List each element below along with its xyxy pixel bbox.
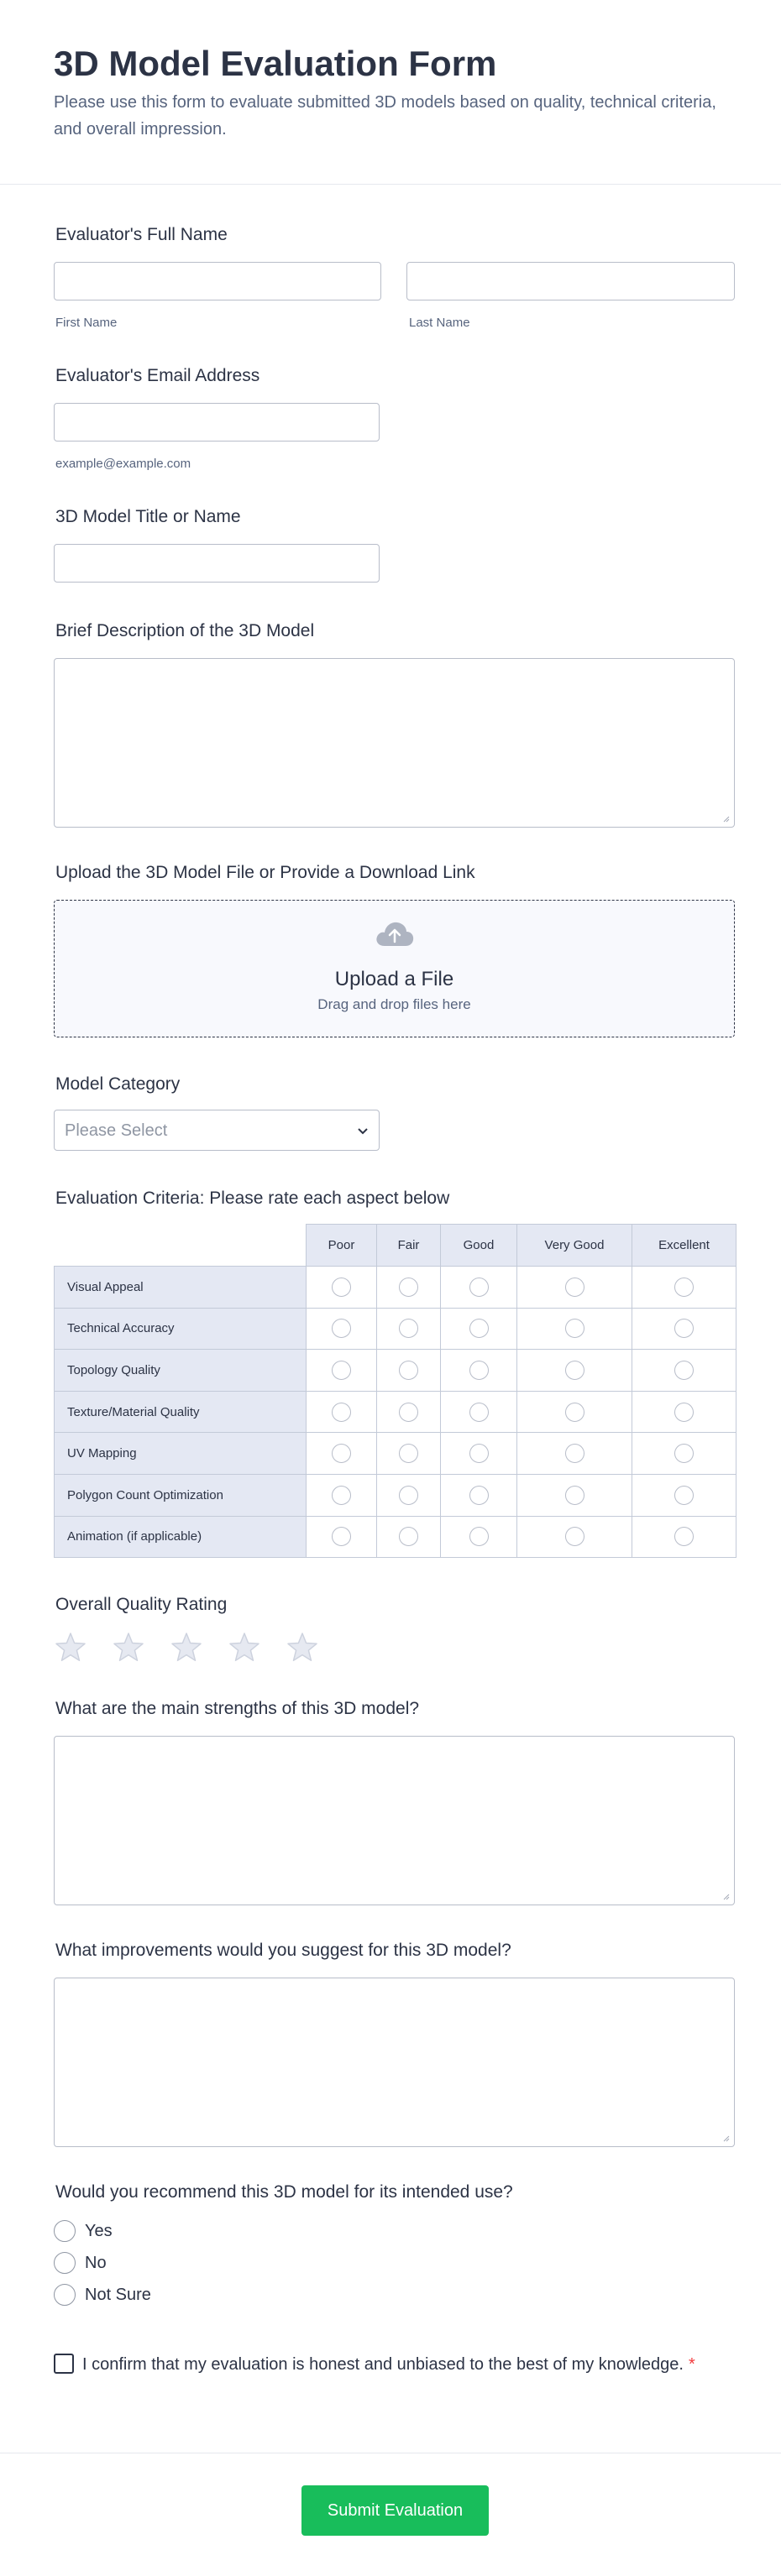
matrix-cell: [517, 1516, 632, 1558]
radio-button[interactable]: [54, 2284, 76, 2306]
option-label: Not Sure: [85, 2286, 151, 2304]
matrix-row-label: Technical Accuracy: [55, 1308, 307, 1350]
criteria-label: Evaluation Criteria: Please rate each aspect below: [55, 1189, 450, 1208]
matrix-radio[interactable]: [399, 1486, 418, 1505]
matrix-cell: [307, 1308, 377, 1350]
matrix-radio[interactable]: [332, 1319, 351, 1338]
category-label: Model Category: [55, 1074, 181, 1094]
matrix-cell: [441, 1516, 517, 1558]
chevron-down-icon: [357, 1125, 369, 1136]
matrix-cell: [377, 1350, 441, 1392]
matrix-cell: [307, 1433, 377, 1475]
matrix-cell: [377, 1391, 441, 1433]
matrix-row-label: Polygon Count Optimization: [55, 1474, 307, 1516]
email-input[interactable]: [54, 403, 380, 442]
matrix-cell: [307, 1267, 377, 1309]
strengths-textarea[interactable]: [54, 1736, 735, 1905]
star-icon[interactable]: [54, 1631, 87, 1664]
matrix-radio[interactable]: [674, 1527, 694, 1546]
model-title-label: 3D Model Title or Name: [55, 507, 241, 526]
first-name-input[interactable]: [54, 262, 381, 300]
category-placeholder: Please Select: [65, 1121, 168, 1140]
matrix-radio[interactable]: [399, 1361, 418, 1380]
matrix-row: [55, 1391, 736, 1433]
matrix-cell: [632, 1267, 736, 1309]
upload-hint: Drag and drop files here: [317, 996, 471, 1012]
matrix-radio[interactable]: [399, 1527, 418, 1546]
matrix-radio[interactable]: [469, 1527, 489, 1546]
matrix-cell: [307, 1350, 377, 1392]
matrix-radio[interactable]: [332, 1527, 351, 1546]
last-name-sublabel: Last Name: [409, 316, 470, 330]
description-textarea[interactable]: [54, 658, 735, 828]
resize-grip-icon[interactable]: [722, 2134, 730, 2142]
matrix-radio[interactable]: [565, 1403, 584, 1422]
matrix-radio[interactable]: [469, 1486, 489, 1505]
star-icon[interactable]: [112, 1631, 145, 1664]
matrix-cell: [517, 1308, 632, 1350]
description-label: Brief Description of the 3D Model: [55, 621, 315, 640]
upload-button-text[interactable]: Upload a File: [334, 968, 454, 990]
matrix-radio[interactable]: [469, 1319, 489, 1338]
star-icon[interactable]: [228, 1631, 261, 1664]
email-label: Evaluator's Email Address: [55, 366, 260, 385]
matrix-cell: [441, 1308, 517, 1350]
first-name-sublabel: First Name: [55, 316, 118, 330]
matrix-cell: [632, 1308, 736, 1350]
matrix-row: [55, 1350, 736, 1392]
matrix-radio[interactable]: [469, 1278, 489, 1297]
improvements-textarea[interactable]: [54, 1978, 735, 2147]
matrix-cell: [377, 1267, 441, 1309]
full-name-label: Evaluator's Full Name: [55, 225, 228, 244]
matrix-radio[interactable]: [565, 1527, 584, 1546]
page-subtitle: Please use this form to evaluate submitted 3D models based on quality, technical criteria, and overall impression.: [54, 93, 716, 138]
matrix-corner: [55, 1225, 307, 1267]
star-icon[interactable]: [170, 1631, 203, 1664]
matrix-radio[interactable]: [332, 1278, 351, 1297]
matrix-row: [55, 1308, 736, 1350]
page-title: 3D Model Evaluation Form: [54, 44, 497, 83]
matrix-cell: [441, 1267, 517, 1309]
matrix-row-label: Animation (if applicable): [55, 1516, 307, 1558]
improvements-label: What improvements would you suggest for this 3D model?: [55, 1941, 511, 1960]
matrix-cell: [441, 1350, 517, 1392]
matrix-cell: [441, 1391, 517, 1433]
matrix-row-label: Texture/Material Quality: [55, 1391, 307, 1433]
matrix-row-label: UV Mapping: [55, 1433, 307, 1475]
matrix-cell: [517, 1391, 632, 1433]
matrix-row: [55, 1516, 736, 1558]
upload-label: Upload the 3D Model File or Provide a Download Link: [55, 863, 475, 882]
matrix-radio[interactable]: [674, 1486, 694, 1505]
matrix-cell: [441, 1433, 517, 1475]
matrix-radio[interactable]: [565, 1444, 584, 1463]
matrix-radio[interactable]: [565, 1319, 584, 1338]
email-sublabel: example@example.com: [55, 457, 191, 471]
matrix-cell: [441, 1474, 517, 1516]
last-name-input[interactable]: [406, 262, 735, 300]
model-title-input[interactable]: [54, 544, 380, 583]
resize-grip-icon[interactable]: [722, 815, 730, 823]
resize-grip-icon[interactable]: [722, 1893, 730, 1900]
matrix-cell: [517, 1267, 632, 1309]
matrix-cell: [377, 1516, 441, 1558]
matrix-cell: [377, 1474, 441, 1516]
submit-button[interactable]: Submit Evaluation: [301, 2485, 489, 2536]
radio-button[interactable]: [54, 2220, 76, 2242]
matrix-column-header: Good: [441, 1225, 517, 1267]
matrix-row-label: Topology Quality: [55, 1350, 307, 1392]
matrix-radio[interactable]: [332, 1444, 351, 1463]
matrix-column-header: Fair: [377, 1225, 441, 1267]
matrix-body: [55, 1267, 736, 1558]
matrix-radio[interactable]: [565, 1361, 584, 1380]
matrix-cell: [632, 1516, 736, 1558]
matrix-radio[interactable]: [399, 1319, 418, 1338]
matrix-column-header: Poor: [307, 1225, 377, 1267]
option-label: Yes: [85, 2222, 113, 2240]
option-label: No: [85, 2254, 107, 2272]
matrix-radio[interactable]: [469, 1444, 489, 1463]
matrix-row: [55, 1267, 736, 1309]
matrix-radio[interactable]: [674, 1361, 694, 1380]
matrix-cell: [377, 1308, 441, 1350]
matrix-radio[interactable]: [674, 1403, 694, 1422]
matrix-radio[interactable]: [469, 1403, 489, 1422]
matrix-radio[interactable]: [399, 1444, 418, 1463]
matrix-cell: [632, 1350, 736, 1392]
matrix-radio[interactable]: [399, 1403, 418, 1422]
strengths-label: What are the main strengths of this 3D model?: [55, 1699, 420, 1718]
matrix-radio[interactable]: [332, 1403, 351, 1422]
matrix-cell: [632, 1391, 736, 1433]
star-icon[interactable]: [286, 1631, 319, 1664]
matrix-cell: [517, 1474, 632, 1516]
radio-button[interactable]: [54, 2252, 76, 2274]
confirm-field: [54, 2353, 726, 2376]
matrix-row-label: Visual Appeal: [55, 1267, 307, 1309]
confirm-checkbox[interactable]: [54, 2354, 74, 2374]
matrix-column-header: Very Good: [517, 1225, 632, 1267]
required-mark: *: [688, 2355, 695, 2374]
form-header: [0, 0, 781, 185]
matrix-cell: [307, 1391, 377, 1433]
cloud-upload-icon: [375, 919, 415, 948]
matrix-row: [55, 1433, 736, 1475]
matrix-radio[interactable]: [565, 1486, 584, 1505]
matrix-radio[interactable]: [332, 1361, 351, 1380]
matrix-cell: [307, 1516, 377, 1558]
matrix-header-row: [55, 1225, 736, 1267]
matrix-radio[interactable]: [469, 1361, 489, 1380]
matrix-row: [55, 1474, 736, 1516]
matrix-cell: [307, 1474, 377, 1516]
recommend-label: Would you recommend this 3D model for its intended use?: [55, 2182, 513, 2202]
matrix-cell: [377, 1433, 441, 1475]
category-select[interactable]: [54, 1110, 380, 1151]
criteria-matrix: [54, 1224, 736, 1558]
matrix-cell: [632, 1474, 736, 1516]
matrix-cell: [517, 1350, 632, 1392]
matrix-radio[interactable]: [674, 1319, 694, 1338]
matrix-cell: [632, 1433, 736, 1475]
matrix-column-header: Excellent: [632, 1225, 736, 1267]
confirm-text: I confirm that my evaluation is honest and unbiased to the best of my knowledge.: [82, 2355, 684, 2374]
matrix-radio[interactable]: [332, 1486, 351, 1505]
matrix-radio[interactable]: [399, 1278, 418, 1297]
matrix-cell: [517, 1433, 632, 1475]
matrix-radio[interactable]: [674, 1278, 694, 1297]
matrix-radio[interactable]: [674, 1444, 694, 1463]
matrix-radio[interactable]: [565, 1278, 584, 1297]
rating-label: Overall Quality Rating: [55, 1595, 228, 1614]
file-upload-dropzone[interactable]: [54, 900, 735, 1037]
